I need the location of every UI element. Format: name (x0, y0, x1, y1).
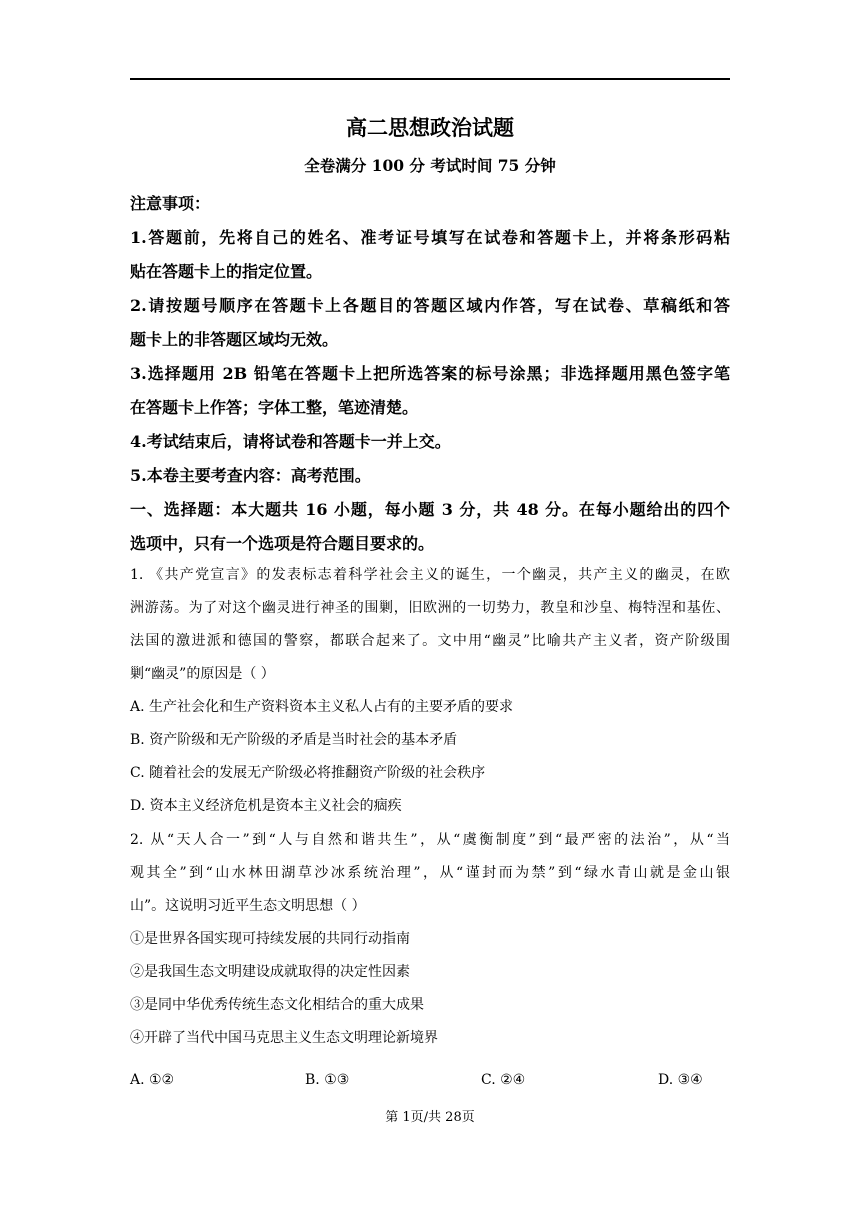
question-1 (130, 559, 730, 823)
q2-statement-1: ①是世界各国实现可持续发展的共同行动指南 (130, 931, 410, 947)
q2-option-d: D. ③④ (658, 1072, 703, 1088)
q2-option-c: C. ②④ (481, 1072, 526, 1088)
page-number: 第 1页/共 28页 (385, 1110, 475, 1125)
q2-option-a: A. ①② (130, 1072, 175, 1088)
q2-stem-line-1: 2. 从“天人合一”到“人与自然和谐共生”，从“虞衡制度”到“最严密的法治”，从“当 (130, 832, 730, 848)
q2-options-row (130, 1066, 730, 1094)
q1-option-b: B. 资产阶级和无产阶级的矛盾是当时社会的基本矛盾 (130, 732, 458, 748)
section-heading-line-1: 一、选择题：本大题共 16 小题，每小题 3 分，共 48 分。在每小题给出的四个 (130, 500, 730, 519)
q2-option-b: B. ①③ (305, 1072, 350, 1088)
question-2 (130, 824, 730, 1055)
q1-option-d: D. 资本主义经济危机是资本主义社会的痼疾 (130, 798, 402, 814)
exam-title: 高二思想政治试题 (346, 115, 514, 140)
notice-heading: 注意事项： (130, 194, 211, 213)
exam-subtitle: 全卷满分 100 分 考试时间 75 分钟 (304, 156, 556, 175)
q1-stem-line-1: 1. 《共产党宣言》的发表标志着科学社会主义的诞生，一个幽灵，共产主义的幽灵，在欧 (130, 567, 730, 583)
q1-stem-line-4: 剿“幽灵”的原因是（ ） (130, 666, 275, 682)
notice-line-7: 4.考试结束后，请将试卷和答题卡一并上交。 (130, 432, 451, 451)
q2-stem-line-2: 观其全”到“山水林田湖草沙冰系统治理”，从“谨封而为禁”到“绿水青山就是金山银 (130, 865, 730, 881)
notice-line-6: 在答题卡上作答；字体工整，笔迹清楚。 (130, 398, 419, 417)
notice-line-1: 1.答题前，先将自己的姓名、准考证号填写在试卷和答题卡上，并将条形码粘 (130, 228, 730, 247)
q1-option-a: A. 生产社会化和生产资料资本主义私人占有的主要矛盾的要求 (130, 699, 514, 715)
q2-stem-line-3: 山”。这说明习近平生态文明思想（ ） (130, 898, 366, 914)
notice-line-4: 题卡上的非答题区域均无效。 (130, 330, 339, 349)
q2-statement-4: ④开辟了当代中国马克思主义生态文明理论新境界 (130, 1030, 438, 1046)
header-rule (130, 78, 730, 80)
q2-statement-2: ②是我国生态文明建设成就取得的决定性因素 (130, 964, 410, 980)
notice-block (130, 187, 730, 561)
notice-line-2: 贴在答题卡上的指定位置。 (130, 262, 323, 281)
notice-line-5: 3.选择题用 2B 铅笔在答题卡上把所选答案的标号涂黑；非选择题用黑色签字笔 (130, 364, 730, 383)
notice-line-3: 2.请按题号顺序在答题卡上各题目的答题区域内作答，写在试卷、草稿纸和答 (130, 296, 730, 315)
q1-stem-line-3: 法国的激进派和德国的警察，都联合起来了。文中用“幽灵”比喻共产主义者，资产阶级围 (130, 633, 730, 649)
q1-stem-line-2: 洲游荡。为了对这个幽灵进行神圣的围剿，旧欧洲的一切势力，教皇和沙皇、梅特涅和基佐、 (130, 600, 730, 616)
notice-line-8: 5.本卷主要考查内容：高考范围。 (130, 466, 371, 485)
section-heading-line-2: 选项中，只有一个选项是符合题目要求的。 (130, 534, 435, 553)
q2-statement-3: ③是同中华优秀传统生态文化相结合的重大成果 (130, 997, 424, 1013)
q1-option-c: C. 随着社会的发展无产阶级必将推翻资产阶级的社会秩序 (130, 765, 486, 781)
